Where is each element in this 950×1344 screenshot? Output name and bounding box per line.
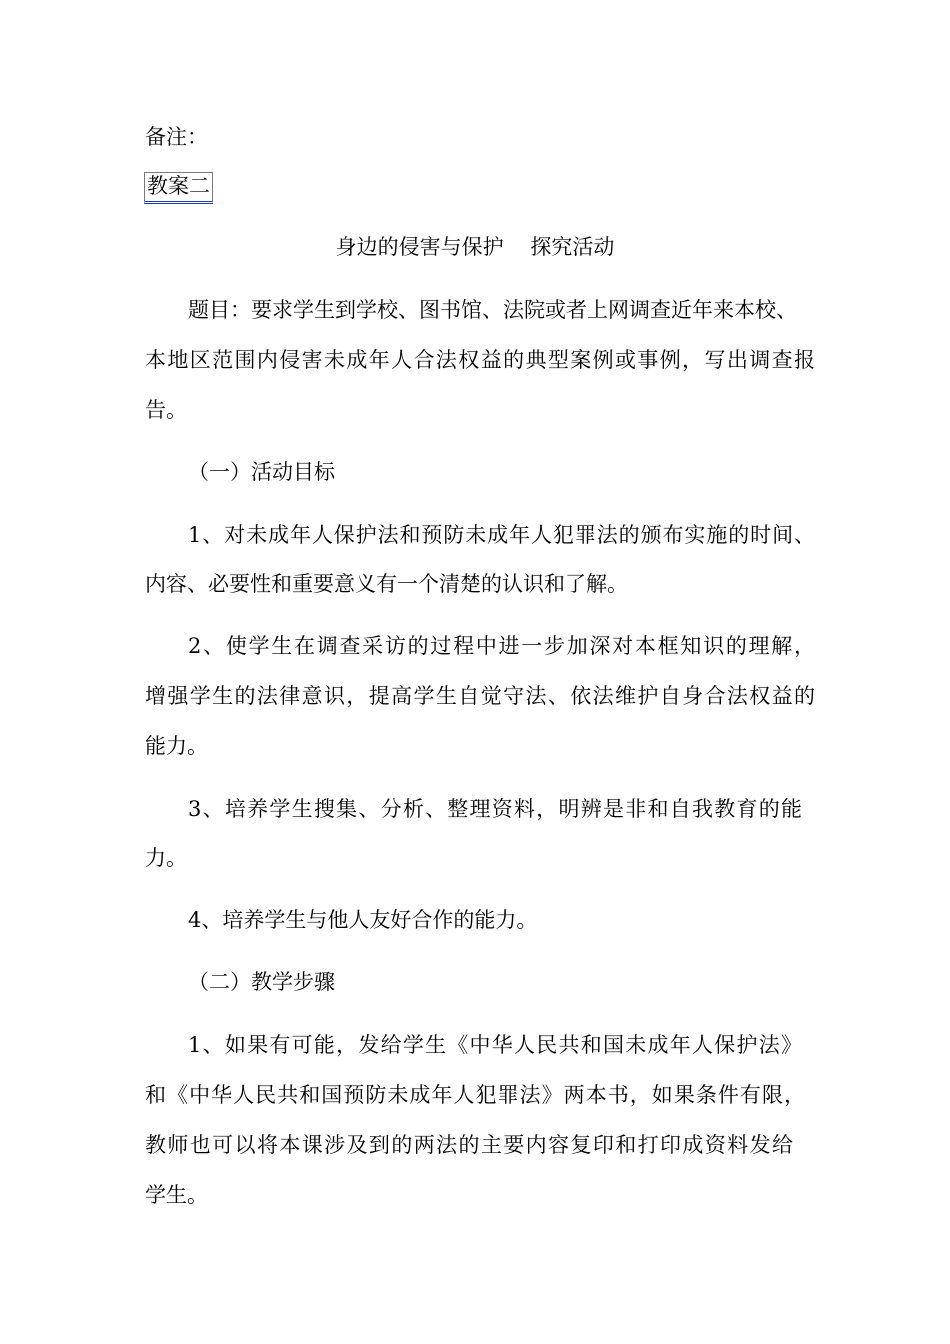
goal-2-line-3: 能力。 bbox=[145, 734, 208, 758]
step-1-line-3: 教师也可以将本课涉及到的两法的主要内容复印和打印成资料发给 bbox=[145, 1133, 793, 1157]
topic-line-3: 告。 bbox=[145, 398, 187, 422]
step-1-line-2: 和《中华人民共和国预防未成年人犯罪法》两本书，如果条件有限， bbox=[145, 1083, 805, 1107]
page-title: 身边的侵害与保护 探究活动 bbox=[335, 235, 615, 259]
section-heading-goals: （一）活动目标 bbox=[188, 460, 335, 484]
goal-3-line-1: 3、培养学生搜集、分析、整理资料，明辨是非和自我教育的能 bbox=[188, 797, 802, 821]
step-1-line-4: 学生。 bbox=[145, 1183, 208, 1207]
note-label: 备注： bbox=[145, 125, 208, 149]
goal-3-line-2: 力。 bbox=[145, 846, 187, 870]
topic-line-1: 题目：要求学生到学校、图书馆、法院或者上网调查近年来本校、 bbox=[188, 298, 797, 322]
goal-2-line-1: 2、使学生在调查采访的过程中进一步加深对本框知识的理解， bbox=[188, 634, 815, 658]
goal-2-line-2: 增强学生的法律意识，提高学生自觉守法、依法维护自身合法权益的 bbox=[145, 684, 815, 708]
section-heading-steps: （二）教学步骤 bbox=[188, 970, 335, 994]
topic-line-2: 本地区范围内侵害未成年人合法权益的典型案例或事例，写出调查报 bbox=[145, 348, 815, 372]
goal-4: 4、培养学生与他人友好合作的能力。 bbox=[188, 908, 538, 932]
step-1-line-1: 1、如果有可能，发给学生《中华人民共和国未成年人保护法》 bbox=[188, 1033, 802, 1057]
goal-1-line-1: 1、对未成年人保护法和预防未成年人犯罪法的颁布实施的时间、 bbox=[188, 523, 815, 547]
lesson-two-link[interactable]: 教案二 bbox=[144, 172, 213, 204]
goal-1-line-2: 内容、必要性和重要意义有一个清楚的认识和了解。 bbox=[145, 572, 628, 596]
